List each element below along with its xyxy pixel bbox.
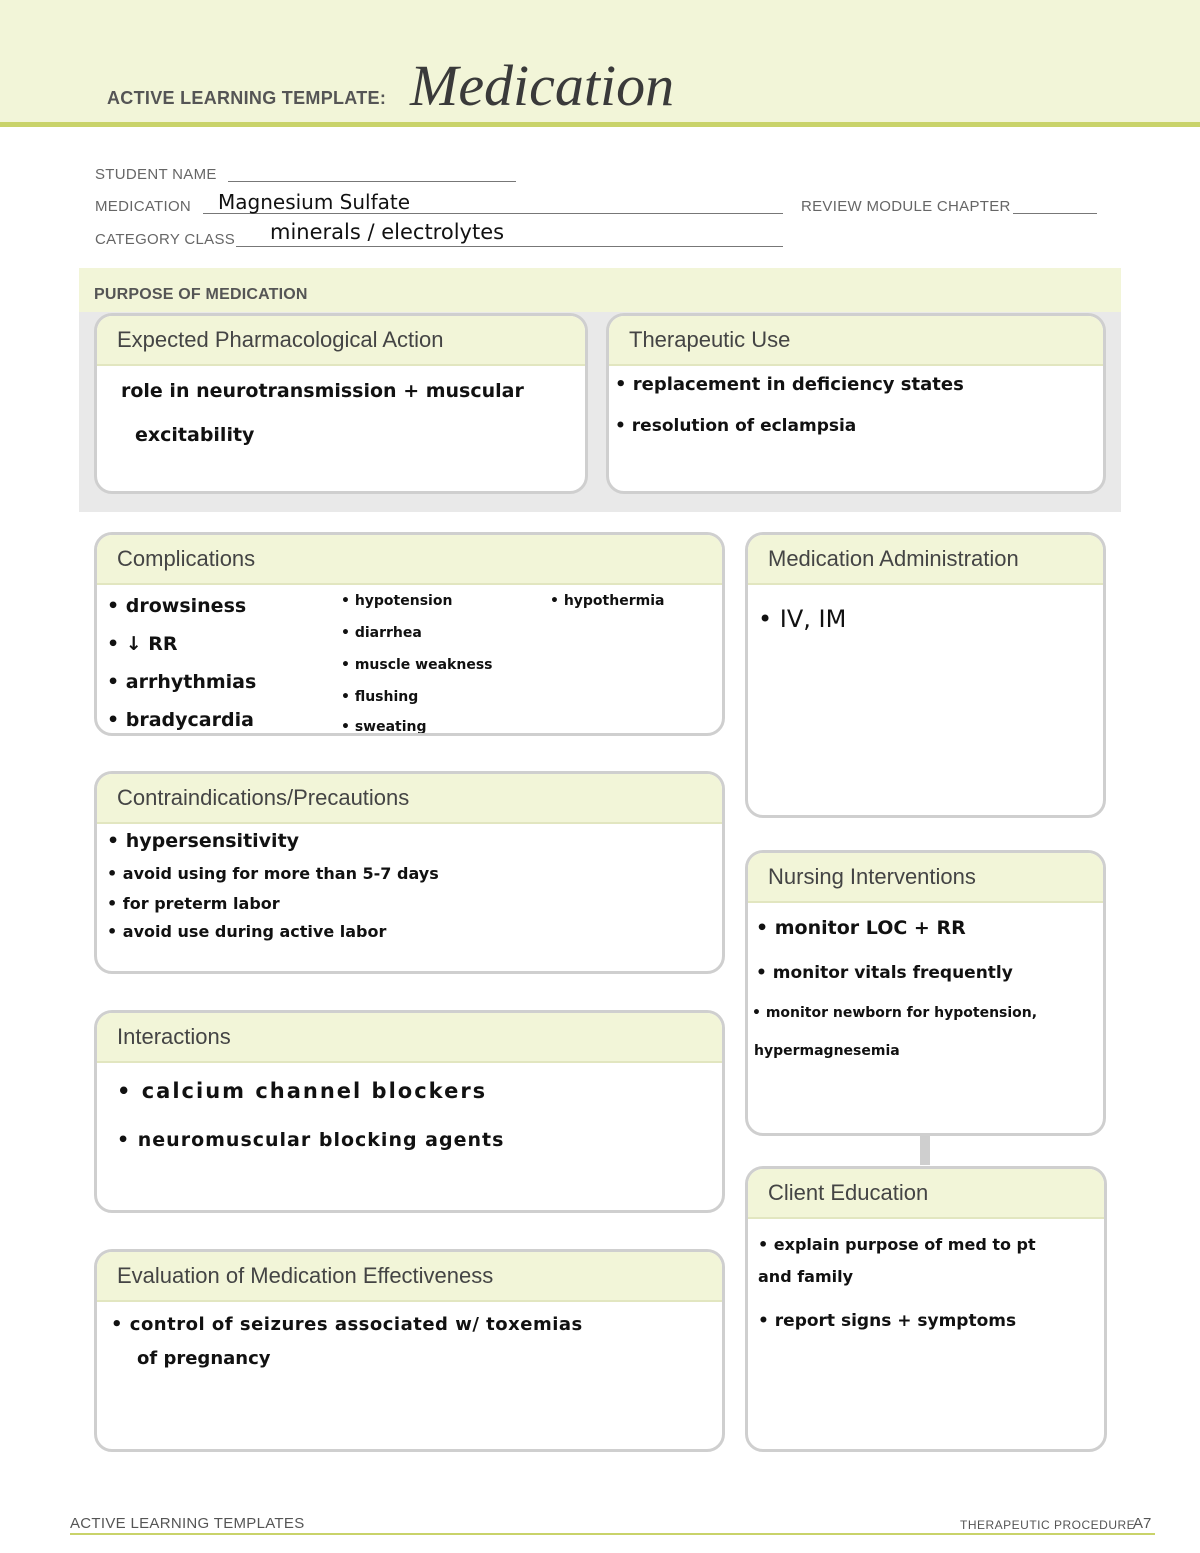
- therapeutic-use-line: • replacement in deficiency states: [615, 374, 964, 395]
- contraindications-header: [97, 774, 722, 824]
- purpose-label: PURPOSE OF MEDICATION: [94, 286, 308, 303]
- nursing-intervention-item: hypermagnesemia: [754, 1043, 900, 1059]
- therapeutic-use-box[interactable]: [606, 313, 1106, 494]
- expected-action-header: [97, 316, 585, 366]
- interaction-item: • calcium channel blockers: [117, 1079, 488, 1103]
- complication-item: • arrhythmias: [107, 671, 257, 693]
- student-name-line[interactable]: [228, 181, 516, 182]
- contraindication-item: • avoid using for more than 5-7 days: [107, 864, 439, 883]
- contraindication-item: • for preterm labor: [107, 894, 280, 913]
- administration-header: [748, 535, 1103, 585]
- complication-item: • bradycardia: [107, 709, 254, 731]
- review-module-line[interactable]: [1013, 213, 1097, 214]
- client-education-item: and family: [758, 1267, 854, 1286]
- complications-title: Complications: [117, 546, 256, 571]
- medication-value[interactable]: Magnesium Sulfate: [218, 190, 411, 214]
- category-class-line[interactable]: [236, 246, 783, 247]
- therapeutic-use-header: [609, 316, 1103, 366]
- box-connector: [920, 1135, 930, 1165]
- interactions-box[interactable]: [94, 1010, 725, 1213]
- complication-item: • sweating: [341, 719, 427, 735]
- interaction-item: • neuromuscular blocking agents: [117, 1129, 505, 1151]
- administration-line: • IV, IM: [758, 605, 847, 633]
- complication-item: • hypothermia: [550, 593, 665, 609]
- nursing-interventions-header: [748, 853, 1103, 903]
- page-number: A7: [1133, 1515, 1152, 1532]
- evaluation-item: of pregnancy: [137, 1348, 271, 1369]
- expected-action-title: Expected Pharmacological Action: [117, 327, 444, 352]
- expected-action-line: excitability: [135, 424, 255, 446]
- nursing-intervention-item: • monitor LOC + RR: [756, 917, 966, 939]
- nursing-interventions-title: Nursing Interventions: [768, 864, 976, 889]
- contraindications-box[interactable]: [94, 771, 725, 974]
- client-education-item: • explain purpose of med to pt: [758, 1235, 1036, 1254]
- administration-box[interactable]: [745, 532, 1106, 818]
- student-name-label: STUDENT NAME: [95, 166, 217, 183]
- template-title: Medication: [410, 53, 675, 118]
- medication-label: MEDICATION: [95, 198, 192, 215]
- evaluation-item: • control of seizures associated w/ toxemias: [111, 1314, 583, 1335]
- complication-item: • flushing: [341, 689, 419, 705]
- header-rule: [0, 122, 1200, 127]
- nursing-intervention-item: • monitor vitals frequently: [756, 963, 1013, 983]
- complication-item: • muscle weakness: [341, 657, 493, 673]
- client-education-item: • report signs + symptoms: [758, 1311, 1017, 1331]
- template-label: ACTIVE LEARNING TEMPLATE:: [107, 88, 387, 108]
- nursing-interventions-box[interactable]: [745, 850, 1106, 1136]
- client-education-header: [748, 1169, 1104, 1219]
- footer-left-text: ACTIVE LEARNING TEMPLATES: [70, 1515, 305, 1532]
- interactions-title: Interactions: [117, 1024, 231, 1049]
- interactions-header: [97, 1013, 722, 1063]
- complications-box[interactable]: [94, 532, 725, 736]
- complication-item: • hypotension: [341, 593, 453, 609]
- administration-title: Medication Administration: [768, 546, 1019, 571]
- complication-item: • ↓ RR: [107, 633, 178, 655]
- complications-header: [97, 535, 722, 585]
- evaluation-title: Evaluation of Medication Effectiveness: [117, 1263, 494, 1288]
- contraindication-item: • avoid use during active labor: [107, 922, 387, 941]
- evaluation-box[interactable]: [94, 1249, 725, 1452]
- nursing-intervention-item: • monitor newborn for hypotension,: [752, 1005, 1038, 1021]
- review-module-label: REVIEW MODULE CHAPTER: [801, 198, 1011, 215]
- category-class-label: CATEGORY CLASS: [95, 231, 236, 248]
- footer-right-text: THERAPEUTIC PROCEDURE: [960, 1518, 1136, 1532]
- therapeutic-use-title: Therapeutic Use: [629, 327, 791, 352]
- complication-item: • drowsiness: [107, 595, 247, 617]
- contraindication-item: • hypersensitivity: [107, 830, 300, 852]
- therapeutic-use-line: • resolution of eclampsia: [615, 416, 857, 436]
- expected-action-line: role in neurotransmission + muscular: [121, 380, 524, 402]
- client-education-title: Client Education: [768, 1180, 929, 1205]
- contraindications-title: Contraindications/Precautions: [117, 785, 410, 810]
- footer-rule: [70, 1533, 1155, 1535]
- client-education-box[interactable]: [745, 1166, 1107, 1452]
- expected-action-box[interactable]: [94, 313, 588, 494]
- category-class-value[interactable]: minerals / electrolytes: [270, 220, 505, 244]
- complication-item: • diarrhea: [341, 625, 422, 641]
- evaluation-header: [97, 1252, 722, 1302]
